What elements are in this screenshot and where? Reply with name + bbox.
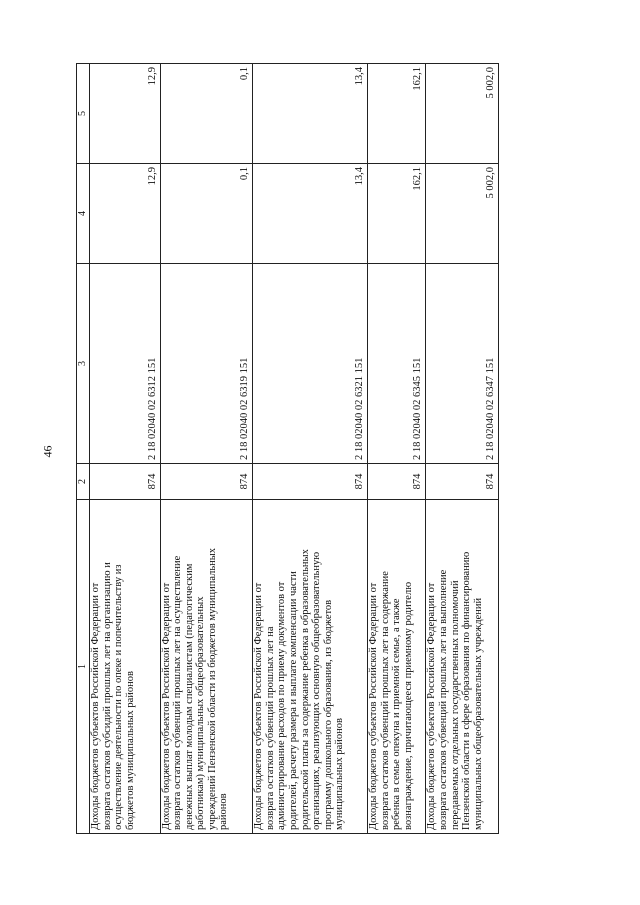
description-line: учреждений Пензенской области из бюджетов муниципальных: [206, 547, 218, 830]
value-col-4: 13,4: [253, 164, 368, 264]
description-line: возврата остатков субсидий прошлых лет на организацию и: [101, 562, 113, 830]
table-row: [90, 64, 161, 834]
row-description: [253, 500, 368, 834]
description-line: Доходы бюджетов субъектов Российской Федерации от: [90, 582, 101, 830]
admin-code: 874: [253, 464, 368, 500]
description-line: передаваемых отдельных государственных полномочий: [449, 580, 461, 830]
table-row: [368, 64, 426, 834]
description-line: ребенка в семье опекуна и приемной семье, а также: [391, 598, 403, 830]
page-number: 46: [40, 445, 55, 458]
description-line: осуществление деятельности по опеке и попечительству из: [113, 564, 125, 830]
value-col-4: 12,9: [90, 164, 161, 264]
header-col-3: 3: [77, 264, 90, 464]
description-line: районов: [218, 793, 230, 830]
description-line: программу дошкольного образования, из бюджетов: [322, 599, 334, 830]
description-line: муниципальных общеобразовательных учреждений: [472, 597, 484, 830]
description-line: денежных выплат молодым специалистам (педагогическим: [183, 563, 195, 830]
value-col-5: 162,1: [368, 64, 426, 164]
value-col-5: 5 002,0: [426, 64, 499, 164]
description-line: возврата остатков субвенций прошлых лет на: [264, 626, 276, 830]
revenue-code: 2 18 02040 02 6319 151: [160, 264, 253, 464]
admin-code: 874: [160, 464, 253, 500]
description-line: Доходы бюджетов субъектов Российской Федерации от: [426, 582, 438, 830]
row-description: [160, 500, 253, 834]
description-line: Доходы бюджетов субъектов Российской Федерации от: [253, 582, 265, 830]
description-line: возврата остатков субвенций прошлых лет на выполнение: [438, 569, 450, 830]
description-line: родителей, расчету размера и выплате компенсации части: [287, 571, 299, 830]
header-col-4: 4: [77, 164, 90, 264]
value-col-5: 0,1: [160, 64, 253, 164]
header-row: [77, 64, 90, 834]
description-line: Пензенской области в сфере образования по финансированию: [461, 551, 473, 830]
header-col-2: 2: [77, 464, 90, 500]
revenue-code: 2 18 02040 02 6312 151: [90, 264, 161, 464]
description-line: организациях, реализующих основную общеобразовательную: [311, 551, 323, 830]
value-col-5: 13,4: [253, 64, 368, 164]
admin-code: 874: [90, 464, 161, 500]
revenue-code: 2 18 02040 02 6321 151: [253, 264, 368, 464]
admin-code: 874: [426, 464, 499, 500]
admin-code: 874: [368, 464, 426, 500]
revenue-table: [76, 63, 499, 834]
revenue-code: 2 18 02040 02 6347 151: [426, 264, 499, 464]
header-col-1: 1: [77, 500, 90, 834]
value-col-4: 0,1: [160, 164, 253, 264]
description-line: возврата остатков субвенций прошлых лет на содержание: [379, 571, 391, 830]
description-line: муниципальных районов: [334, 718, 346, 830]
row-description: [368, 500, 426, 834]
description-line: вознаграждение, причитающееся приемному родителю: [402, 581, 414, 830]
value-col-4: 5 002,0: [426, 164, 499, 264]
row-description: [90, 500, 161, 834]
header-col-5: 5: [77, 64, 90, 164]
value-col-4: 162,1: [368, 164, 426, 264]
table-row: [160, 64, 253, 834]
row-description: [426, 500, 499, 834]
table-row: [426, 64, 499, 834]
value-col-5: 12,9: [90, 64, 161, 164]
table-row: [253, 64, 368, 834]
revenue-code: 2 18 02040 02 6345 151: [368, 264, 426, 464]
description-line: Доходы бюджетов субъектов Российской Федерации от: [160, 582, 172, 830]
description-line: работникам) муниципальных общеобразовательных: [195, 596, 207, 830]
description-line: администрирование расходов по приему документов от: [276, 581, 288, 830]
description-line: бюджетов муниципальных районов: [124, 671, 136, 830]
description-line: родительской платы за содержание ребенка в образовательных: [299, 549, 311, 830]
rotated-table-container: [76, 64, 499, 834]
description-line: Доходы бюджетов субъектов Российской Федерации от: [368, 582, 380, 830]
description-line: возврата остатков субвенций прошлых лет на осуществление: [172, 555, 184, 830]
